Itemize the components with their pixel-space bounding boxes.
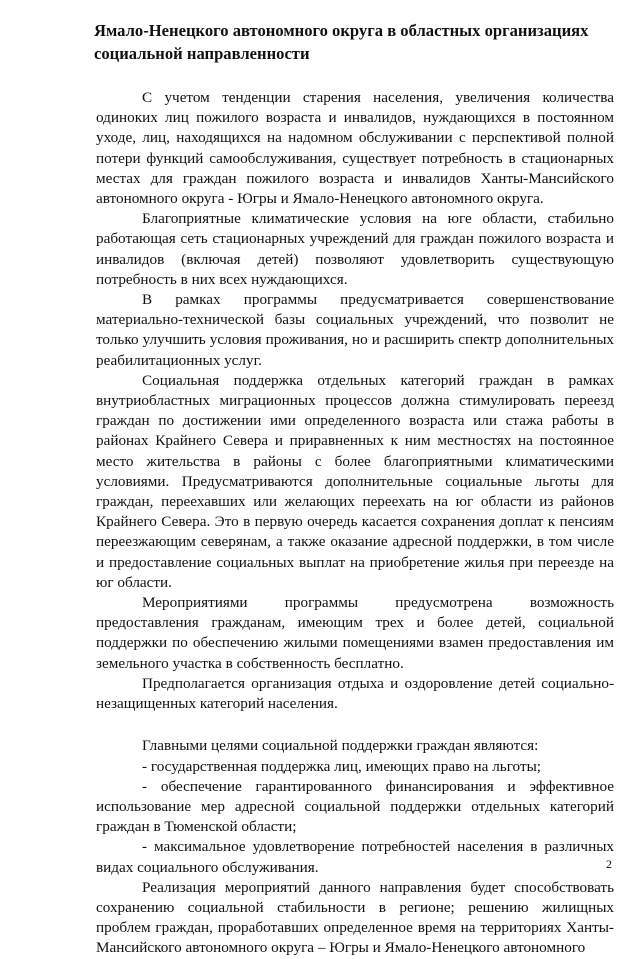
paragraph-aging-population: С учетом тенденции старения населения, увеличения количества одиноких лиц пожилого возраста и инвалидов, нуждающихся в постоянном уходе, лиц, находящихся на надомном обслуживании с перспективой полной потери функций самообслуживания, существует потребность в стационарных местах для граждан пожилого возраста и инвалидов Ханты-Мансийского автономного округа - Югры и Ямало-Ненецкого автономного округа. xyxy=(96,89,614,208)
paragraph-climate-conditions: Благоприятные климатические условия на юге области, стабильно работающая сеть стационарных учреждений для граждан пожилого возраста и инвалидов (включая детей) позволяют удовлетворить существующую потребность в них всех нуждающихся. xyxy=(96,210,614,288)
list-item-financing: - обеспечение гарантированного финансирования и эффективное использование мер адресной социальной поддержки отдельных категорий граждан в Тюменской области; xyxy=(96,777,614,836)
paragraph-migration-support: Социальная поддержка отдельных категорий граждан в рамках внутриобластных миграционных процессов должна стимулировать переезд граждан по достижении ими определенного возраста или стажа работы в районах Крайнего Севера и приравненных к ним местностях на постоянное место жительства в районы с более благоприятными климатическими условиями. Предусматриваются дополнительные социальные льготы для граждан, переехавших или желающих переехать на юг области из районов Крайнего Севера. Это в первую очередь касается сохранения доплат к пенсиям переезжающим северянам, а также оказание адресной поддержки, в том числе и предоставление социальных выплат на приобретение жилья при переезде на юг области. xyxy=(96,371,614,591)
paragraph-large-families: Мероприятиями программы предусмотрена возможность предоставления гражданам, имеющим трех и более детей, социальной поддержки по обеспечению жилыми помещениями взамен предоставления им земельного участка в собственность бесплатно. xyxy=(96,594,614,672)
list-item-state-support: - государственная поддержка лиц, имеющих право на льготы; xyxy=(142,757,542,775)
list-item-social-services: - максимальное удовлетворение потребностей населения в различных видах социального обслуживания. xyxy=(96,838,614,876)
section-heading: Ямало-Ненецкого автономного округа в областных организациях социальной направленности xyxy=(94,21,589,63)
paragraph-program-base: В рамках программы предусматривается совершенствование материально-технической базы социальных учреждений, что позволит не только улучшить условия проживания, но и расширить спектр дополнительных реабилитационных услуг. xyxy=(96,291,614,369)
document-body xyxy=(96,88,614,959)
paragraph-children-recreation: Предполагается организация отдыха и оздоровление детей социально-незащищенных категорий населения. xyxy=(96,674,614,713)
paragraph-main-goals: Главными целями социальной поддержки граждан являются: xyxy=(142,737,539,755)
page-number: 2 xyxy=(606,857,612,871)
paragraph-implementation: Реализация мероприятий данного направления будет способствовать сохранению социальной стабильности в регионе; решению жилищных проблем граждан, проработавших определенное время на территориях Ханты-Мансийского автономного округа – Югры и Ямало-Ненецкого автономного xyxy=(96,878,614,957)
